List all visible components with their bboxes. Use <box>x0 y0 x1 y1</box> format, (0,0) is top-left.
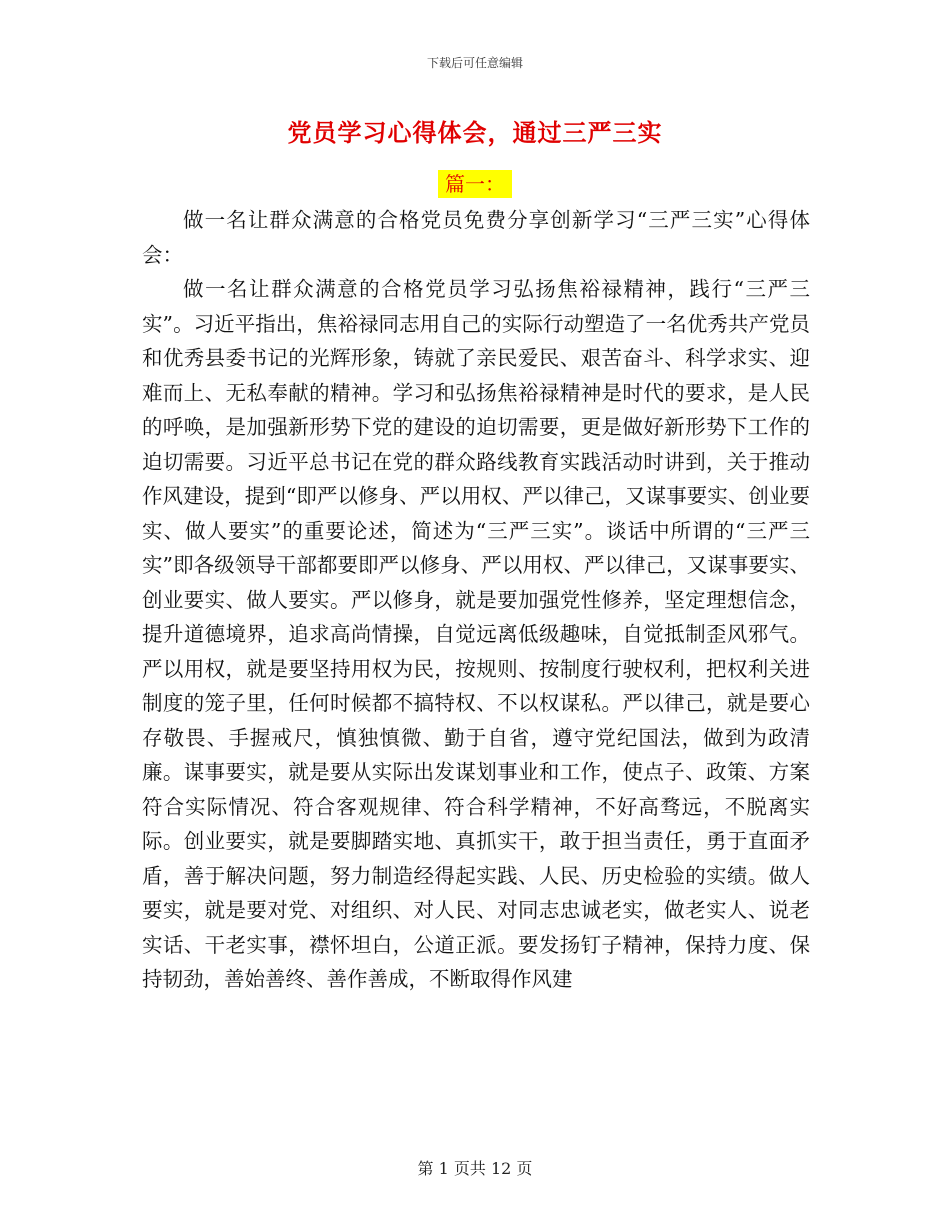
intro-paragraph: 做一名让群众满意的合格党员免费分享创新学习“三严三实”心得体会： <box>142 208 810 267</box>
section-heading-wrap <box>0 170 950 198</box>
page-number: 第 1 页共 12 页 <box>417 1159 533 1178</box>
main-paragraph: 做一名让群众满意的合格党员学习弘扬焦裕禄精神，践行“三严三实”。习近平指出，焦裕禄同志用自己的实际行动塑造了一名优秀共产党员和优秀县委书记的光辉形象，铸就了亲民爱民、艰苦奋斗、科学求实、迎难而上、无私奉献的精神。学习和弘扬焦裕禄精神是时代的要求，是人民的呼唤，是加强新形势下党的建设的迫切需要，更是做好新形势下工作的迫切需要。习近平总书记在党的群众路线教育实践活动时讲到，关于推动作风建设，提到“即严以修身、严以用权、严以律己，又谋事要实、创业要实、做人要实”的重要论述，简述为“三严三实”。谈话中所谓的“三严三实”即各级领导干部都要即严以修身、严以用权、严以律己，又谋事要实、创业要实、做人要实。严以修身，就是要加强党性修养，坚定理想信念，提升道德境界，追求高尚情操，自觉远离低级趣味，自觉抵制歪风邪气。严以用权，就是要坚持用权为民，按规则、按制度行驶权利，把权利关进制度的笼子里，任何时候都不搞特权、不以权谋私。严以律己，就是要心存敬畏、手握戒尺，慎独慎微、勤于自省，遵守党纪国法，做到为政清廉。谋事要实，就是要从实际出发谋划事业和工作，使点子、政策、方案符合实际情况、符合客观规律、符合科学精神，不好高骛远，不脱离实际。创业要实，就是要脚踏实地、真抓实干，敢于担当责任，勇于直面矛盾，善于解决问题，努力制造经得起实践、人民、历史检验的实绩。做人要实，就是要对党、对组织、对人民、对同志忠诚老实，做老实人、说老实话、干老实事，襟怀坦白，公道正派。要发扬钉子精神，保持力度、保持韧劲，善始善终、善作善成，不断取得作风建 <box>142 277 810 991</box>
section-label: 篇一： <box>438 170 512 198</box>
page-header-note: 下载后可任意编辑 <box>426 56 523 70</box>
document-body <box>142 203 810 997</box>
document-title: 党员学习心得体会，通过三严三实 <box>287 118 663 147</box>
